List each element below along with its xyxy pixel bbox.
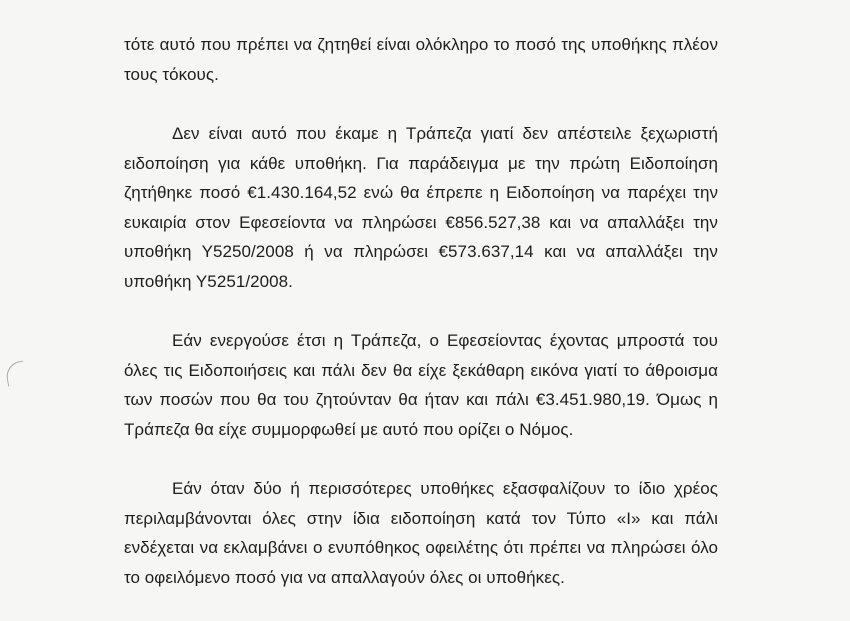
document-body — [124, 30, 718, 592]
paragraph-gap — [124, 89, 718, 119]
paragraph-gap — [124, 296, 718, 326]
paragraph-continuation: τότε αυτό που πρέπει να ζητηθεί είναι ολόκληρο το ποσό της υποθήκης πλέον τους τόκους. — [124, 35, 718, 84]
paragraph-multiple-mortgages: Εάν όταν δύο ή περισσότερες υποθήκες εξασφαλίζουν το ίδιο χρέος περιλαμβάνονται όλες στην ίδια ειδοποίηση κατά τον Τύπο «Ι» και πάλι ενδέχεται να εκλαμβάνει ο ενυπόθηκος οφειλέτης ότι πρέπει να πληρώσει όλο το οφειλόμενο ποσό για να απαλλαγούν όλες οι υποθήκες. — [124, 479, 718, 587]
paragraph-bank-compliance: Εάν ενεργούσε έτσι η Τράπεζα, ο Εφεσείοντας έχοντας μπροστά του όλες τις Ειδοποιήσεις και πάλι δεν θα είχε ξεκάθαρη εικόνα γιατί το άθροισμα των ποσών που θα του ζητούνταν θα ήταν και πάλι €3.451.980,19. Όμως η Τράπεζα θα είχε συμμορφωθεί με αυτό που ορίζει ο Νόμος. — [124, 331, 718, 439]
paragraph-bank-notice-example: Δεν είναι αυτό που έκαμε η Τράπεζα γιατί δεν απέστειλε ξεχωριστή ειδοποίηση για κάθε υποθήκη. Για παράδειγμα με την πρώτη Ειδοποίηση ζητήθηκε ποσό €1.430.164,52 ενώ θα έπρεπε η Ειδοποίηση να παρέχει την ευκαιρία στον Εφεσείοντα να πληρώσει €856.527,38 και να απαλλάξει την υποθήκη Υ5250/2008 ή να πληρώσει €573.637,14 και να απαλλάξει την υποθήκη Υ5251/2008. — [124, 124, 718, 291]
scan-artifact-mark — [4, 361, 27, 387]
paragraph-gap — [124, 444, 718, 474]
